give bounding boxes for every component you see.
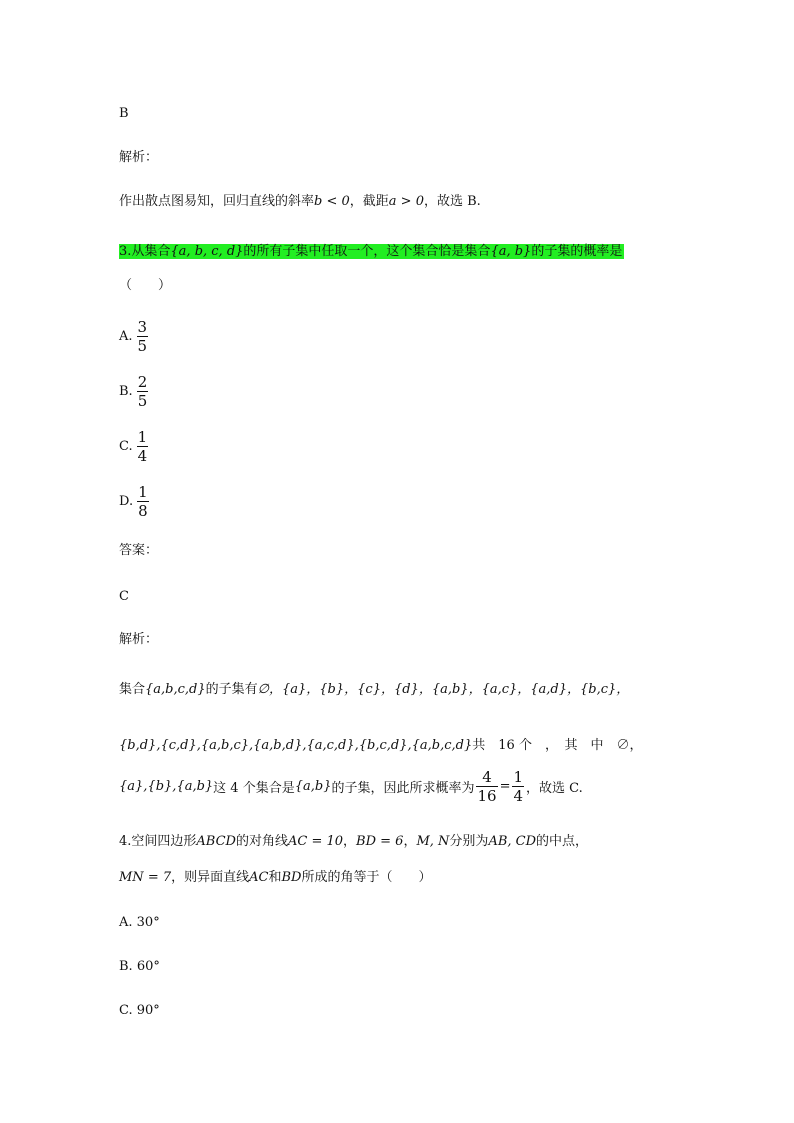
numerator: 1 <box>513 768 524 786</box>
text-segment: 作出散点图易知，回归直线的斜率 <box>119 194 315 209</box>
fraction <box>512 768 524 805</box>
q4-option-b: B. 60° <box>119 959 160 974</box>
option-label: C. <box>119 439 133 454</box>
text-segment: 的子集，因此所求概率为 <box>331 781 475 796</box>
analysis-label: 解析： <box>119 632 159 647</box>
text-segment: 这 4 个集合是 <box>213 781 295 796</box>
answer-value: C <box>119 589 129 604</box>
analysis-line-2 <box>119 736 642 756</box>
question-3-stem <box>119 242 624 262</box>
text-segment: 3.从集合 <box>119 244 171 259</box>
prev-answer: B <box>119 106 129 121</box>
prev-analysis-text <box>119 192 481 212</box>
denominator: 4 <box>137 447 148 465</box>
math-mn: M, N <box>416 834 450 849</box>
math-bd: BD = 6 <box>356 834 404 849</box>
fraction <box>476 768 497 805</box>
text-segment: ，截距 <box>349 194 389 209</box>
text-segment: 的中点， <box>536 834 589 849</box>
math-intercept: a > 0 <box>388 194 424 209</box>
denominator: 16 <box>477 787 497 805</box>
option-b <box>119 373 150 410</box>
denominator: 5 <box>137 337 148 355</box>
math-bd: BD <box>281 870 302 885</box>
math-ac: AC <box>249 870 269 885</box>
numerator: 4 <box>482 768 492 786</box>
text-segment: ， <box>343 834 357 849</box>
fraction <box>137 428 149 465</box>
text-segment: 集合 <box>119 682 146 697</box>
option-label: D. <box>119 494 134 509</box>
question-3-paren: （ ） <box>119 278 172 293</box>
q4-option-c: C. 90° <box>119 1003 160 1018</box>
math-mn-length: MN = 7 <box>119 870 172 885</box>
numerator: 3 <box>137 318 148 336</box>
text-segment: 的子集的概率是 <box>531 244 623 259</box>
highlighted-question <box>119 244 624 259</box>
text-segment: 所成的角等于（ ） <box>301 870 432 885</box>
denominator: 4 <box>513 787 524 805</box>
math-set: {a, b, c, d} <box>170 244 244 259</box>
equals-sign: = <box>499 779 511 794</box>
math-segments: AB, CD <box>488 834 537 849</box>
math-subsets: ∅，{a}，{b}，{c}，{d}，{a,b}，{a,c}，{a,d}，{b,c}， <box>257 682 630 697</box>
numerator: 1 <box>138 483 148 501</box>
text-segment: 的子集有 <box>205 682 258 697</box>
fraction <box>137 483 149 520</box>
option-label: B. <box>119 384 133 399</box>
text-segment: 的所有子集中任取一个，这个集合恰是集合 <box>243 244 491 259</box>
option-d <box>119 483 151 520</box>
text-segment: 的对角线 <box>235 834 288 849</box>
text-segment: 共 16 个 ， 其 中 ∅， <box>472 738 643 753</box>
fraction <box>137 318 149 355</box>
numerator: 2 <box>137 373 148 391</box>
question-4-stem-line-1 <box>119 832 588 852</box>
math-quadrilateral: ABCD <box>196 834 236 849</box>
answer-label: 答案： <box>119 543 159 558</box>
math-subsets: {b,d},{c,d},{a,b,c},{a,b,d},{a,c,d},{b,c,d},{a,b,c,d} <box>119 738 473 753</box>
question-4-stem-line-2 <box>119 868 432 888</box>
prev-analysis-label: 解析： <box>119 150 159 165</box>
q4-option-a: A. 30° <box>119 915 160 930</box>
text-segment: ，故选 B. <box>423 194 481 209</box>
numerator: 1 <box>137 428 148 446</box>
math-set: {a, b} <box>490 244 532 259</box>
analysis-line-1 <box>119 680 629 700</box>
text-segment: ， <box>403 834 417 849</box>
text-segment: ，故选 C. <box>526 781 583 796</box>
option-c <box>119 428 150 465</box>
text-segment: 4.空间四边形 <box>119 834 197 849</box>
math-set: {a,b} <box>294 779 332 794</box>
math-slope: b < 0 <box>314 194 350 209</box>
denominator: 5 <box>137 392 148 410</box>
fraction <box>137 373 149 410</box>
math-set: {a,b,c,d} <box>145 682 206 697</box>
denominator: 8 <box>138 502 148 520</box>
option-a <box>119 318 150 355</box>
math-ac: AC = 10 <box>287 834 344 849</box>
option-label: A. <box>119 329 133 344</box>
text-segment: 和 <box>268 870 282 885</box>
text-segment: 分别为 <box>449 834 489 849</box>
text-segment: ，则异面直线 <box>171 870 250 885</box>
math-subsets: {a},{b},{a,b} <box>119 779 214 794</box>
analysis-line-3 <box>119 768 583 805</box>
